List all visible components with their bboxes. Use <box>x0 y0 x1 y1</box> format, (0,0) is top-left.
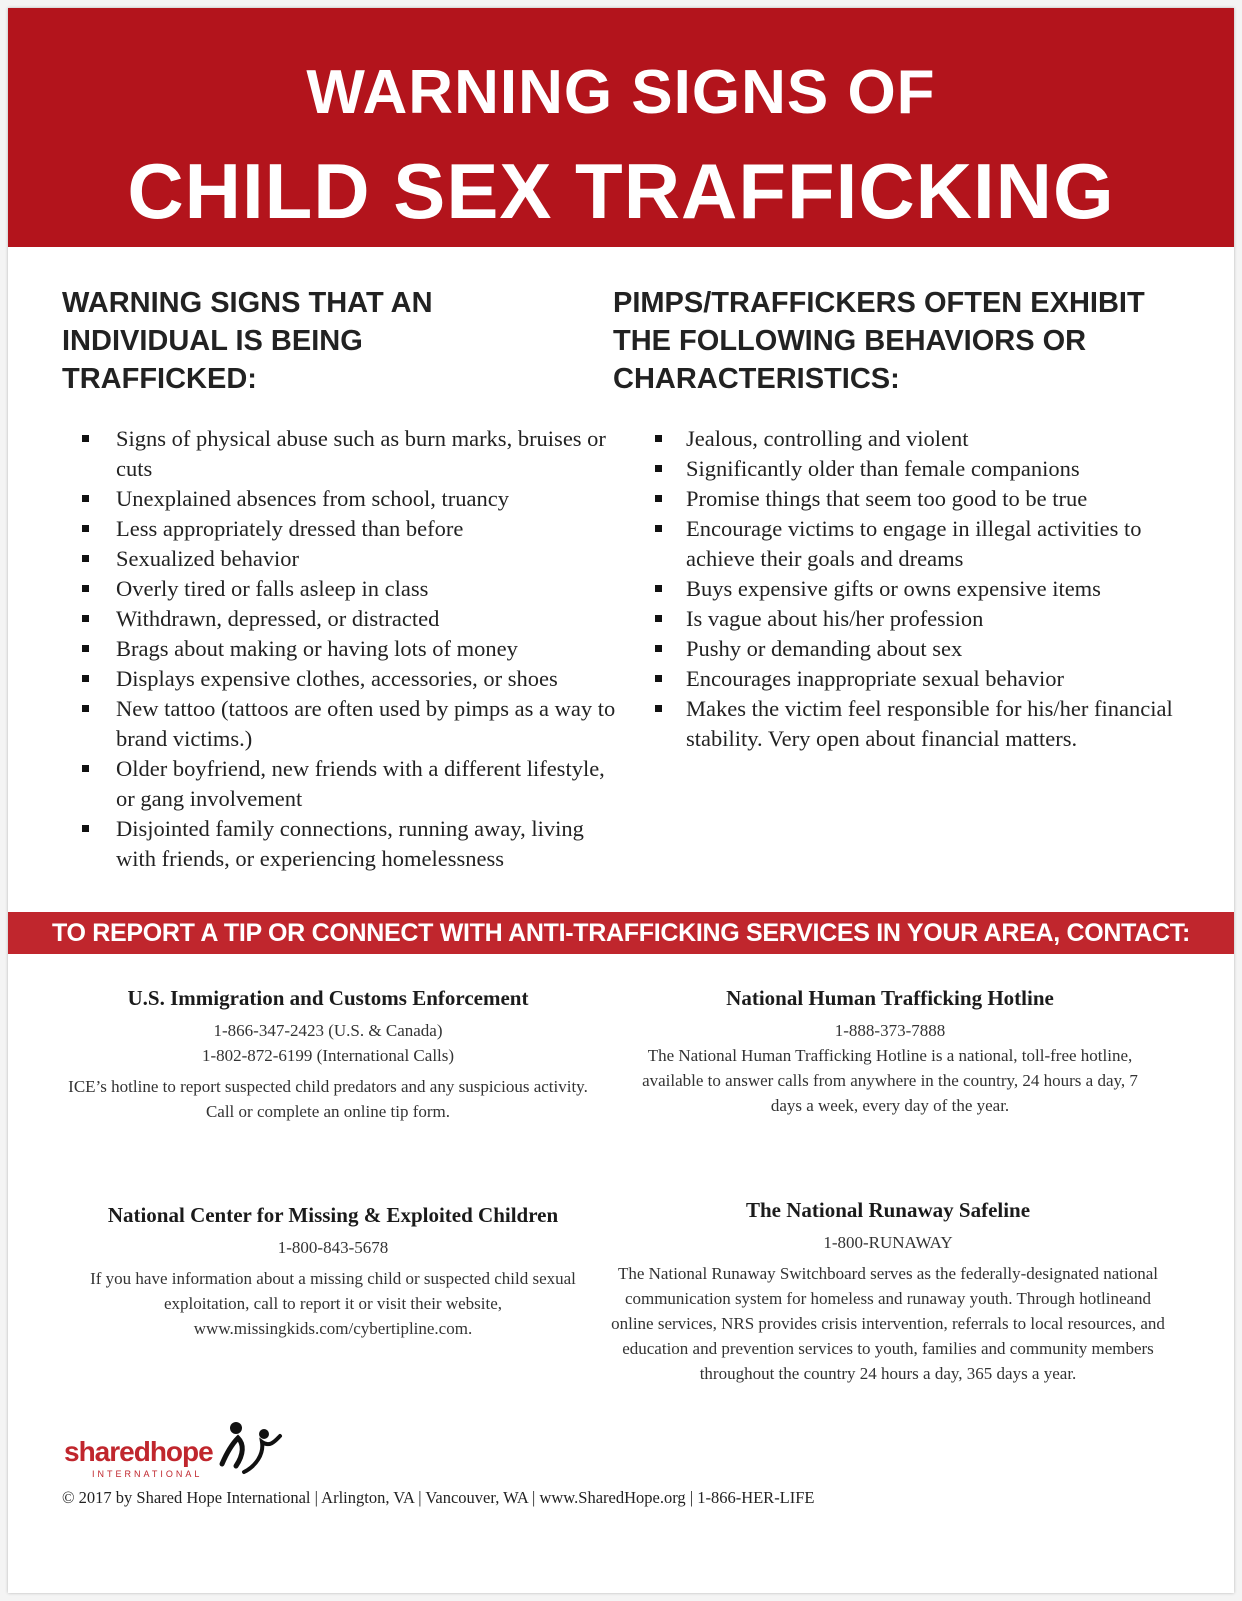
trafficker-behaviors-list <box>613 424 1193 754</box>
footer-copyright: © 2017 by Shared Hope International | Arlington, VA | Vancouver, WA | www.SharedHope.org | 1-866-HER-LIFE <box>62 1488 815 1507</box>
list-item: Pushy or demanding about sex <box>613 634 1193 664</box>
contact-name: U.S. Immigration and Customs Enforcement <box>127 986 529 1010</box>
title-banner <box>8 8 1234 247</box>
heading-line: WARNING SIGNS THAT AN <box>62 287 433 319</box>
report-tip-bar: TO REPORT A TIP OR CONNECT WITH ANTI-TRAFFICKING SERVICES IN YOUR AREA, CONTACT: <box>8 912 1234 954</box>
heading-line: THE FOLLOWING BEHAVIORS OR <box>613 325 1087 357</box>
contact-description: ICE’s hotline to report suspected child predators and any suspicious activity. <box>68 1077 588 1096</box>
list-item: Overly tired or falls asleep in class <box>62 574 622 604</box>
contact-ice <box>58 984 598 1124</box>
contact-description: Call or complete an online tip form. <box>205 1102 451 1121</box>
phone-number[interactable]: 1-800-RUNAWAY <box>823 1233 953 1252</box>
contact-ncmec <box>63 1201 603 1341</box>
list-item: Older boyfriend, new friends with a different lifestyle, or gang involvement <box>62 754 622 814</box>
contact-name: National Center for Missing & Exploited Children <box>107 1203 559 1227</box>
list-item: Sexualized behavior <box>62 544 622 574</box>
title-line-1: WARNING SIGNS OF <box>306 58 936 127</box>
list-item: Encourages inappropriate sexual behavior <box>613 664 1193 694</box>
contact-description: The National Human Trafficking Hotline is a national, toll-free hotline, available to answer calls from anywhere in the country, 24 hours a day, 7 days a week, every day of the year. <box>642 1046 1138 1115</box>
phone-number[interactable]: 1-866-347-2423 (U.S. & Canada) <box>213 1021 443 1040</box>
list-item: Brags about making or having lots of money <box>62 634 622 664</box>
list-item: Significantly older than female companions <box>613 454 1193 484</box>
list-item: Is vague about his/her profession <box>613 604 1193 634</box>
list-item: Less appropriately dressed than before <box>62 514 622 544</box>
heading-line: TRAFFICKED: <box>62 363 257 395</box>
title-line-2: CHILD SEX TRAFFICKING <box>127 147 1115 235</box>
phone-number[interactable]: 1-888-373-7888 <box>834 1021 946 1040</box>
heading-line: PIMPS/TRAFFICKERS OFTEN EXHIBIT <box>613 287 1145 319</box>
list-item: Buys expensive gifts or owns expensive items <box>613 574 1193 604</box>
victim-signs-list <box>62 424 622 874</box>
flyer-page <box>8 8 1234 1593</box>
list-item: Displays expensive clothes, accessories, or shoes <box>62 664 622 694</box>
contact-name: The National Runaway Safeline <box>745 1198 1031 1222</box>
list-item: Signs of physical abuse such as burn marks, bruises or cuts <box>62 424 622 484</box>
contact-description: If you have information about a missing child or suspected child sexual exploitation, call to report it or visit their website, www.missingkids.com/cybertipline.com. <box>90 1269 576 1338</box>
list-item: Promise things that seem too good to be true <box>613 484 1193 514</box>
list-item: Jealous, controlling and violent <box>613 424 1193 454</box>
trafficker-behaviors-heading <box>613 284 1193 410</box>
list-item: Unexplained absences from school, truancy <box>62 484 622 514</box>
victim-signs-heading <box>62 284 622 410</box>
list-item: New tattoo (tattoos are often used by pimps as a way to brand victims.) <box>62 694 622 754</box>
contact-human-trafficking-hotline <box>630 984 1150 1118</box>
shared-hope-logo <box>64 1420 304 1482</box>
people-figures-icon <box>214 1420 284 1482</box>
heading-line: CHARACTERISTICS: <box>613 363 900 395</box>
phone-number[interactable]: 1-802-872-6199 (International Calls) <box>201 1046 455 1065</box>
contact-name: National Human Trafficking Hotline <box>726 986 1054 1010</box>
list-item: Makes the victim feel responsible for his/her financial stability. Very open about financial matters. <box>613 694 1193 754</box>
logo-subtitle: INTERNATIONAL <box>92 1469 203 1479</box>
list-item: Disjointed family connections, running away, living with friends, or experiencing homelessness <box>62 814 622 874</box>
heading-line: INDIVIDUAL IS BEING <box>62 325 363 357</box>
list-item: Encourage victims to engage in illegal activities to achieve their goals and dreams <box>613 514 1193 574</box>
list-item: Withdrawn, depressed, or distracted <box>62 604 622 634</box>
contact-description: The National Runaway Switchboard serves as the federally-designated national communication system for homeless and runaway youth. Through hotlineand online services, NRS provides crisis intervention, referrals to local resources, and education and prevention services to youth, families and community members throughout the country 24 hours a day, 365 days a year. <box>611 1264 1165 1383</box>
logo-wordmark: sharedhope <box>64 1436 213 1467</box>
contact-runaway-safeline <box>608 1196 1168 1386</box>
victim-signs-column <box>62 284 622 874</box>
trafficker-behaviors-column <box>613 284 1193 754</box>
phone-number[interactable]: 1-800-843-5678 <box>277 1238 389 1257</box>
